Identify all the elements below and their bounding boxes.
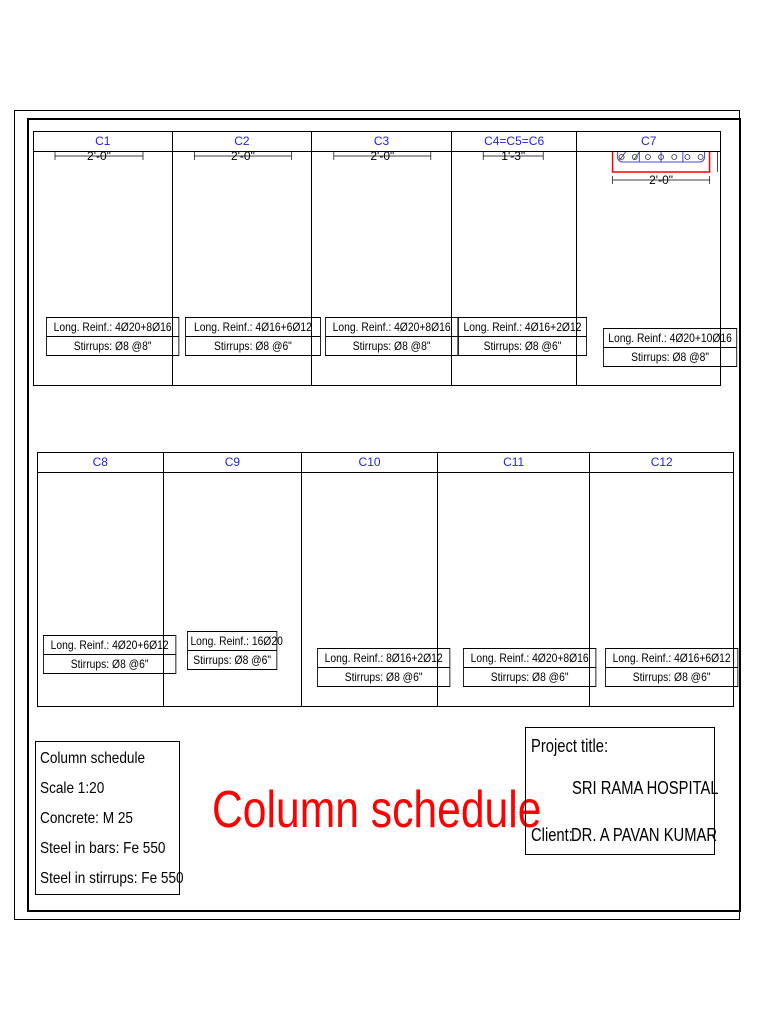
stirrup-note: Stirrups: Ø8 @6" [214, 339, 292, 353]
stirrup-note: Stirrups: Ø8 @8" [352, 339, 431, 353]
reinforcement-notes [46, 317, 179, 356]
stirrup-note: Stirrups: Ø8 @6" [490, 670, 569, 684]
column-name: C12 [590, 453, 733, 473]
stirrup-note: Stirrups: Ø8 @6" [483, 339, 562, 353]
column-name: C7 [577, 132, 720, 152]
long-reinf-note: Long. Reinf.: 4Ø20+8Ø16 [464, 649, 596, 668]
design-specs-box [35, 741, 184, 895]
specs-scale: Scale 1:20 [40, 780, 105, 797]
drawing-title: Column schedule [212, 781, 542, 839]
width-dimension: 2'-0" [87, 152, 111, 163]
stirrup-note: Stirrups: Ø8 @6" [193, 653, 272, 667]
reinforcement-notes [43, 635, 176, 674]
title-block [525, 727, 719, 855]
width-dimension: 1'-3" [501, 152, 525, 163]
long-reinf-note: Long. Reinf.: 4Ø20+8Ø16 [326, 318, 458, 337]
long-reinf-note: Long. Reinf.: 8Ø16+2Ø12 [318, 649, 450, 668]
column-name: C1 [34, 132, 172, 152]
rebar [699, 155, 704, 160]
column-name: C4=C5=C6 [452, 132, 577, 152]
stirrup-note: Stirrups: Ø8 @6" [70, 657, 149, 671]
specs-steel-stirrups: Steel in stirrups: Fe 550 [40, 870, 184, 887]
rebar [685, 155, 690, 160]
long-reinf-note: Long. Reinf.: 4Ø20+8Ø16 [47, 318, 179, 337]
column-name: C10 [302, 453, 437, 473]
width-dimension: 2'-0" [649, 173, 674, 187]
reinforcement-notes [458, 317, 587, 356]
reinforcement-notes [185, 317, 321, 356]
specs-concrete: Concrete: M 25 [40, 810, 133, 827]
long-reinf-note: Long. Reinf.: 4Ø16+6Ø12 [606, 649, 738, 668]
column-name: C8 [38, 453, 163, 473]
client-value: DR. A PAVAN KUMAR [571, 825, 717, 845]
reinforcement-notes [317, 648, 450, 687]
long-reinf-note: Long. Reinf.: 4Ø20+6Ø12 [44, 636, 176, 655]
long-reinf-note: Long. Reinf.: 4Ø16+2Ø12 [459, 318, 586, 337]
reinforcement-notes [603, 328, 737, 367]
column-name: C11 [438, 453, 590, 473]
client-label: Client: [531, 825, 573, 845]
stirrup-note: Stirrups: Ø8 @8" [631, 350, 709, 364]
column-name: C3 [312, 132, 451, 152]
long-reinf-note: Long. Reinf.: 4Ø20+10Ø16 [604, 329, 736, 348]
project-title-value: SRI RAMA HOSPITAL [572, 778, 719, 798]
long-reinf-note: Long. Reinf.: 4Ø16+6Ø12 [186, 318, 320, 337]
rebar [672, 155, 677, 160]
stirrup-note: Stirrups: Ø8 @6" [344, 670, 423, 684]
stirrup-note: Stirrups: Ø8 @6" [632, 670, 711, 684]
reinforcement-notes [605, 648, 738, 687]
stirrup-note: Stirrups: Ø8 @8" [73, 339, 152, 353]
reinforcement-notes [325, 317, 458, 356]
project-title-label: Project title: [531, 736, 609, 756]
column-name: C2 [173, 132, 312, 152]
long-reinf-note: Long. Reinf.: 16Ø20 [188, 632, 277, 651]
rebar [646, 155, 651, 160]
reinforcement-notes [463, 648, 596, 687]
specs-heading: Column schedule [40, 750, 146, 767]
width-dimension: 2'-0" [370, 152, 395, 163]
specs-steel-bars: Steel in bars: Fe 550 [40, 840, 166, 857]
reinforcement-notes [187, 631, 283, 670]
width-dimension: 2'-0" [230, 152, 255, 163]
column-name: C9 [164, 453, 302, 473]
column-section-diagram [164, 473, 303, 708]
